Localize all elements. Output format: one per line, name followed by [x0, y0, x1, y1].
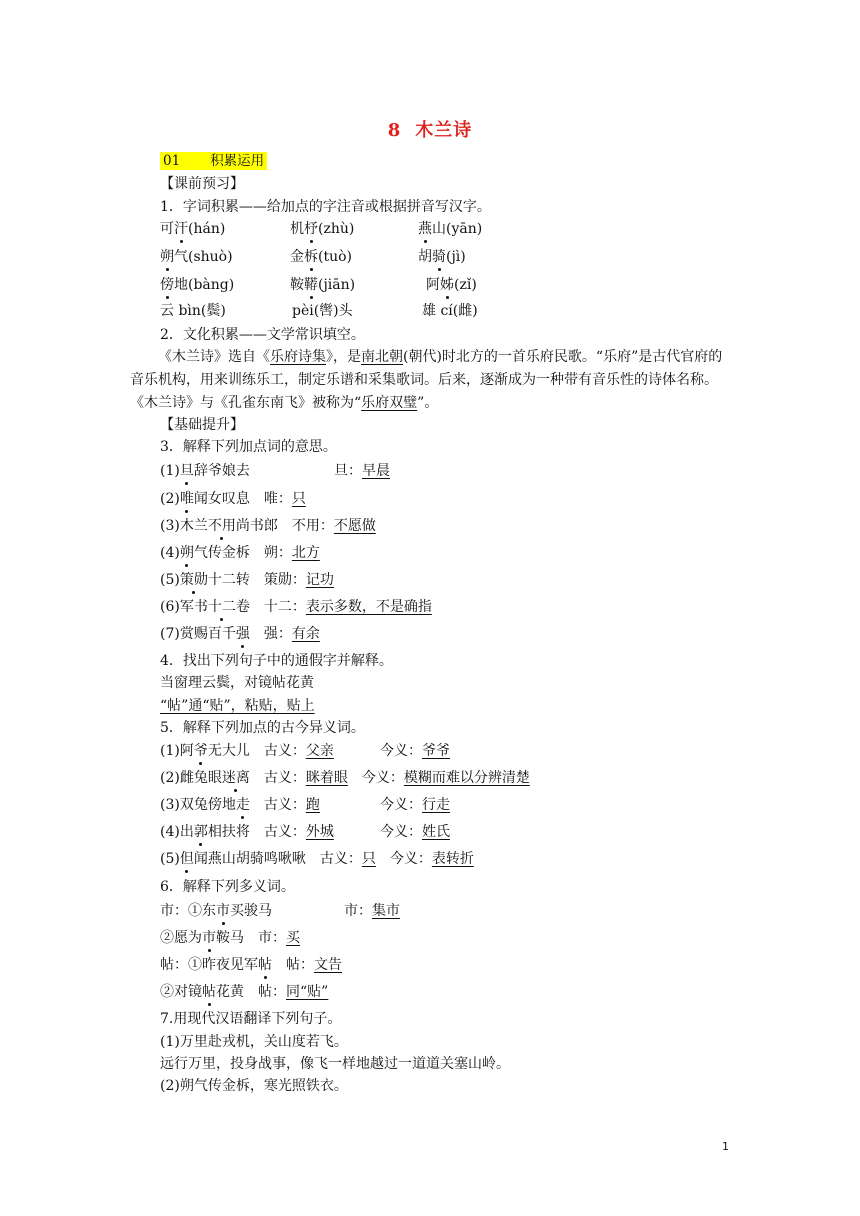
word-item: 阿姊(zǐ) [426, 277, 477, 293]
q6-answer: 市：集市 [344, 903, 400, 919]
q5-item: (1)阿爷无大儿 古义：父亲 [160, 743, 334, 759]
q4-answer: “帖”通“贴”，粘贴，贴上 [160, 698, 315, 714]
q3-item: (4)朔气传金柝 朔：北方 [160, 545, 320, 561]
word-item: 云 bìn(鬓) [160, 303, 226, 319]
q7-sentence-1: (1)万里赴戎机，关山度若飞。 [160, 1034, 348, 1050]
preview-header: 【课前预习】 [160, 176, 244, 192]
q3-item: (5)策勋十二转 策勋：记功 [160, 572, 334, 588]
q3-item: (1)旦辞爷娘去 [160, 463, 250, 479]
page-title [0, 116, 860, 142]
question-7: 7.用现代汉语翻译下列句子。 [160, 1011, 342, 1027]
page-number: 1 [722, 1140, 729, 1153]
q3-item: (2)唯闻女叹息 唯：只 [160, 491, 306, 507]
question-6: 6．解释下列多义词。 [160, 879, 295, 895]
basic-header: 【基础提升】 [160, 417, 244, 433]
question-4: 4．找出下列句子中的通假字并解释。 [160, 653, 393, 669]
section-title: 积累运用 [210, 153, 265, 169]
q5-item: (2)雌兔眼迷离 古义：眯着眼 今义：模糊而难以分辨清楚 [160, 770, 530, 786]
word-item: 胡骑(jì) [418, 249, 466, 265]
question-1: 1．字词积累——给加点的字注音或根据拼音写汉字。 [160, 199, 491, 215]
q6-item: 帖：①昨夜见军帖 帖：文告 [160, 957, 342, 973]
word-item: 机杼(zhù) [290, 221, 355, 237]
question-2: 2．文化积累——文学常识填空。 [160, 327, 365, 343]
q6-item: 市：①东市买骏马 [160, 903, 272, 919]
section-badge [160, 152, 267, 170]
q5-item: (5)但闻燕山胡骑鸣啾啾 古义：只 今义：表转折 [160, 851, 474, 867]
section-number: 01 [163, 153, 181, 169]
q3-item: (7)赏赐百千强 强：有余 [160, 626, 320, 642]
q7-sentence-2: (2)朔气传金柝，寒光照铁衣。 [160, 1078, 348, 1094]
word-item: 鞍鞯(jiān) [290, 277, 356, 293]
q5-modern: 今义：姓氏 [380, 824, 450, 840]
q7-answer-1: 远行万里，投身战事，像飞一样地越过一道道关塞山岭。 [160, 1056, 510, 1072]
lesson-number: 8 [387, 120, 402, 141]
literature-paragraph: 《木兰诗》选自《乐府诗集》，是南北朝(朝代)时北方的一首乐府民歌。“乐府”是古代官府的音乐机构，用来训练乐工，制定乐谱和采集歌词。后来，逐渐成为一种带有音乐性的诗体名称。《木兰诗》与《孔雀东南飞》被称为“乐府双璧”。 [130, 349, 723, 411]
answer-blank: 乐府双璧 [361, 395, 418, 411]
q3-item: (3)木兰不用尚书郎 不用：不愿做 [160, 518, 376, 534]
word-item: 可汗(hán) [160, 221, 226, 237]
q6-item: ②愿为市鞍马 市：买 [160, 930, 300, 946]
word-item: pèi(辔)头 [292, 303, 353, 319]
word-item: 燕山(yān) [418, 221, 483, 237]
word-item: 金柝(tuò) [290, 249, 352, 265]
q3-item: (6)军书十二卷 十二：表示多数，不是确指 [160, 599, 432, 615]
q4-sentence: 当窗理云鬓，对镜帖花黄 [160, 675, 314, 691]
word-item: 傍地(bàng) [160, 277, 235, 293]
answer-blank: 乐府诗集 [270, 349, 326, 365]
lesson-title: 木兰诗 [415, 120, 473, 141]
q5-item: (3)双兔傍地走 古义：跑 [160, 797, 320, 813]
q5-modern: 今义：行走 [380, 797, 450, 813]
word-item: 朔气(shuò) [160, 249, 233, 265]
word-item: 雄 cí(雌) [422, 303, 478, 319]
answer-blank: 南北朝 [361, 349, 403, 365]
q5-modern: 今义：爷爷 [380, 743, 450, 759]
q3-answer: 旦：早晨 [334, 463, 390, 479]
question-3: 3．解释下列加点词的意思。 [160, 439, 337, 455]
q5-item: (4)出郭相扶将 古义：外城 [160, 824, 334, 840]
question-5: 5．解释下列加点的古今异义词。 [160, 720, 365, 736]
q6-item: ②对镜帖花黄 帖：同“贴” [160, 984, 329, 1000]
